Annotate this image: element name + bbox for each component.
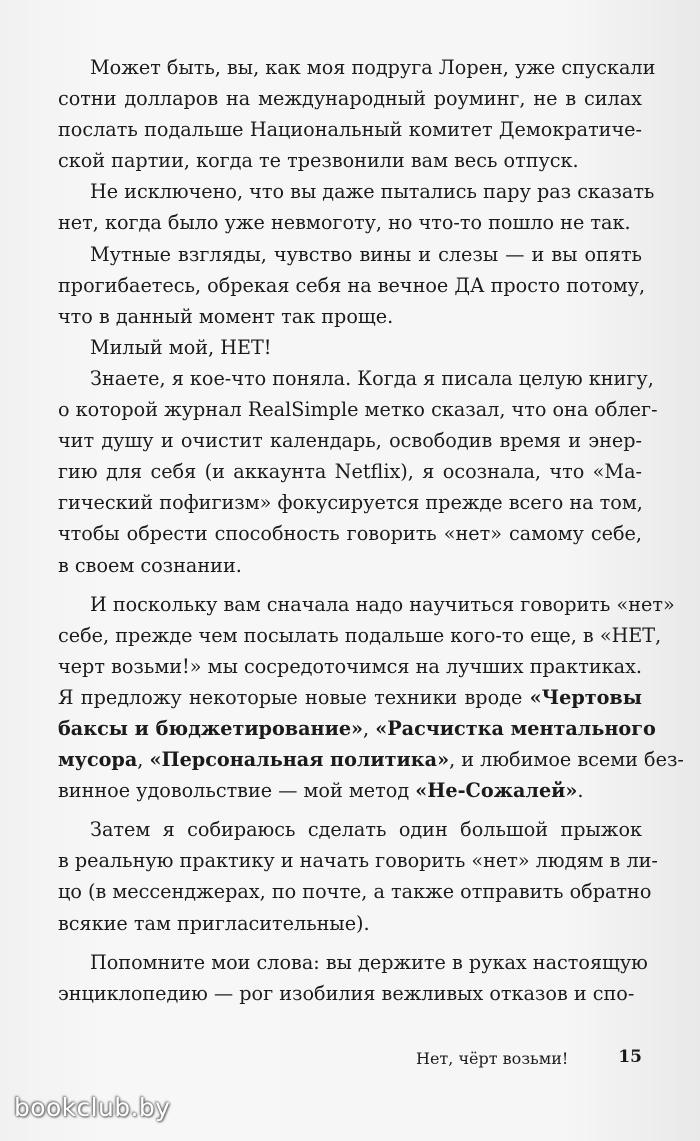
page-body-text — [58, 52, 684, 1009]
text-line: чит душу и очистит календарь, освободив время и энер- — [58, 429, 642, 453]
page-number: 15 — [618, 1047, 642, 1067]
text-line: в своем сознании. — [58, 553, 242, 577]
text-line: Мутные взгляды, чувство вины и слезы — и вы опять — [90, 242, 642, 266]
text-line: Попомните мои слова: вы держите в руках настоящую — [90, 950, 648, 974]
paragraph — [58, 947, 648, 1009]
running-title: Нет, чёрт возьми! — [416, 1049, 569, 1068]
paragraph — [58, 52, 656, 176]
paragraph — [58, 363, 658, 581]
paragraph-gap — [58, 806, 642, 814]
paragraph — [58, 332, 642, 363]
text-line: гический пофигизм» фокусируется прежде всего на том, — [58, 491, 643, 515]
paragraph-gap — [58, 581, 642, 589]
text-line: Затем я собираюсь сделать один большой прыжок — [90, 818, 642, 842]
text-line: послать подальше Национальный комитет Демократиче- — [58, 118, 642, 142]
paragraph — [58, 239, 646, 332]
text-line: винное удовольствие — мой метод «Не-Сожалей». — [58, 779, 584, 803]
text-line: И поскольку вам сначала надо научиться говорить «нет» — [90, 592, 675, 616]
text-line: энциклопедию — рог изобилия вежливых отказов и спо- — [58, 981, 635, 1005]
page-footer — [330, 1047, 642, 1073]
text-line: себе, прежде чем посылать подальше кого-то еще, в «НЕТ, — [58, 623, 662, 647]
text-line: баксы и бюджетирование», «Расчистка ментального — [58, 716, 656, 740]
text-line: в реальную практику и начать говорить «нет» людям в ли- — [58, 849, 658, 873]
text-line: ской партии, когда те трезвонили вам весь отпуск. — [58, 149, 579, 173]
text-line: всякие там пригласительные). — [58, 911, 370, 935]
paragraph — [58, 176, 655, 238]
text-line: сотни долларов на международный роуминг, не в силах — [58, 87, 642, 111]
text-line: цо (в мессенджерах, по почте, а также отправить обратно — [58, 880, 652, 904]
text-line: прогибаетесь, обрекая себя на вечное ДА просто потому, — [58, 273, 646, 297]
watermark-text: bookclub.by — [14, 1093, 171, 1122]
text-line: что в данный момент так проще. — [58, 304, 394, 328]
text-line: Знаете, я кое-что поняла. Когда я писала целую книгу, — [90, 366, 654, 390]
text-line: Может быть, вы, как моя подруга Лорен, уже спускали — [90, 56, 656, 79]
text-line: Не исключено, что вы даже пытались пару раз сказать — [90, 180, 655, 204]
text-line: чтобы обрести способность говорить «нет» самому себе, — [58, 522, 642, 546]
text-line: Милый мой, НЕТ! — [90, 335, 272, 359]
paragraph-gap — [58, 939, 642, 947]
text-line: о которой журнал RealSimple метко сказал, что она облег- — [58, 398, 658, 422]
paragraph — [58, 589, 684, 807]
text-line: мусора, «Персональная политика», и любимое всеми без- — [58, 748, 684, 772]
text-line: гию для себя (и аккаунта Netflix), я осознала, что «Ма- — [58, 460, 642, 484]
text-line: нет, когда было уже невмоготу, но что-то пошло не так. — [58, 211, 631, 235]
text-line: Я предложу некоторые новые техники вроде «Чертовы — [58, 685, 642, 709]
paragraph — [58, 814, 658, 938]
text-line: черт возьми!» мы сосредоточимся на лучших практиках. — [58, 654, 642, 678]
